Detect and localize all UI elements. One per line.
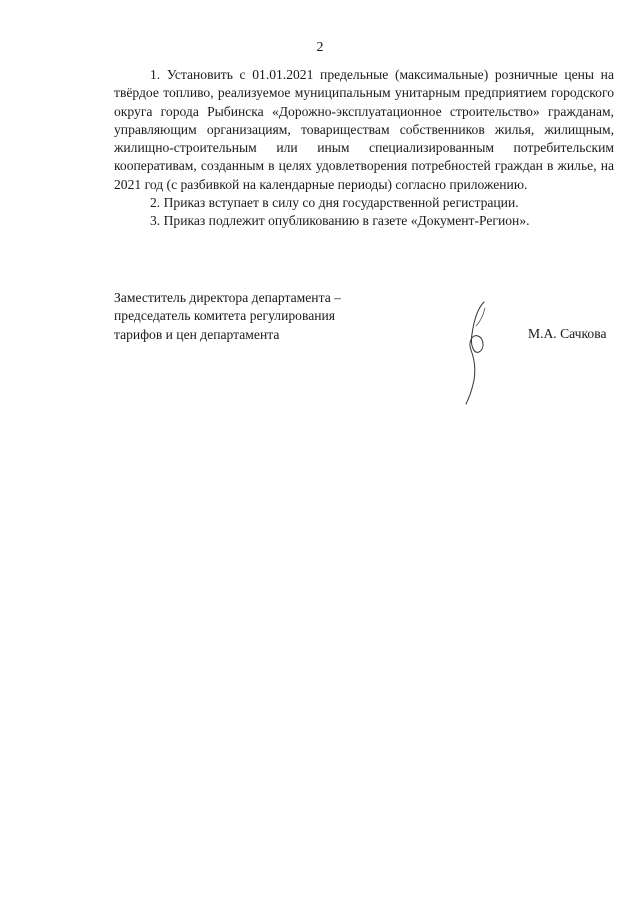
signatory-position-line: Заместитель директора департамента – [114,290,341,305]
handwritten-signature [452,296,498,406]
paragraph-3: 3. Приказ подлежит опубликованию в газете «Документ-Регион». [150,213,530,229]
signatory-name: М.А. Сачкова [528,326,607,341]
signatory-position [114,289,341,344]
paragraph-1: 1. Установить с 01.01.2021 предельные (максимальные) розничные цены на твёрдое топливо, реализуемое муниципальным унитарным предприятием городского округа города Рыбинска «Дорожно-эксплуатационное строительство» гражданам, управляющим организациям, товариществам собственников жилья, жилищным, жилищно-строительным или иным специализированным потребительским кооперативам, созданным в целях удовлетворения потребностей граждан в жилье, на 2021 год (с разбивкой на календарные периоды) согласно приложению. [114,67,614,192]
paragraph-2: 2. Приказ вступает в силу со дня государственной регистрации. [150,195,519,211]
signatory-position-line: председатель комитета регулирования [114,308,336,324]
signatory-position-line: тарифов и цен департамента [114,326,280,342]
document-body [114,66,614,231]
page-number: 2 [316,40,324,55]
